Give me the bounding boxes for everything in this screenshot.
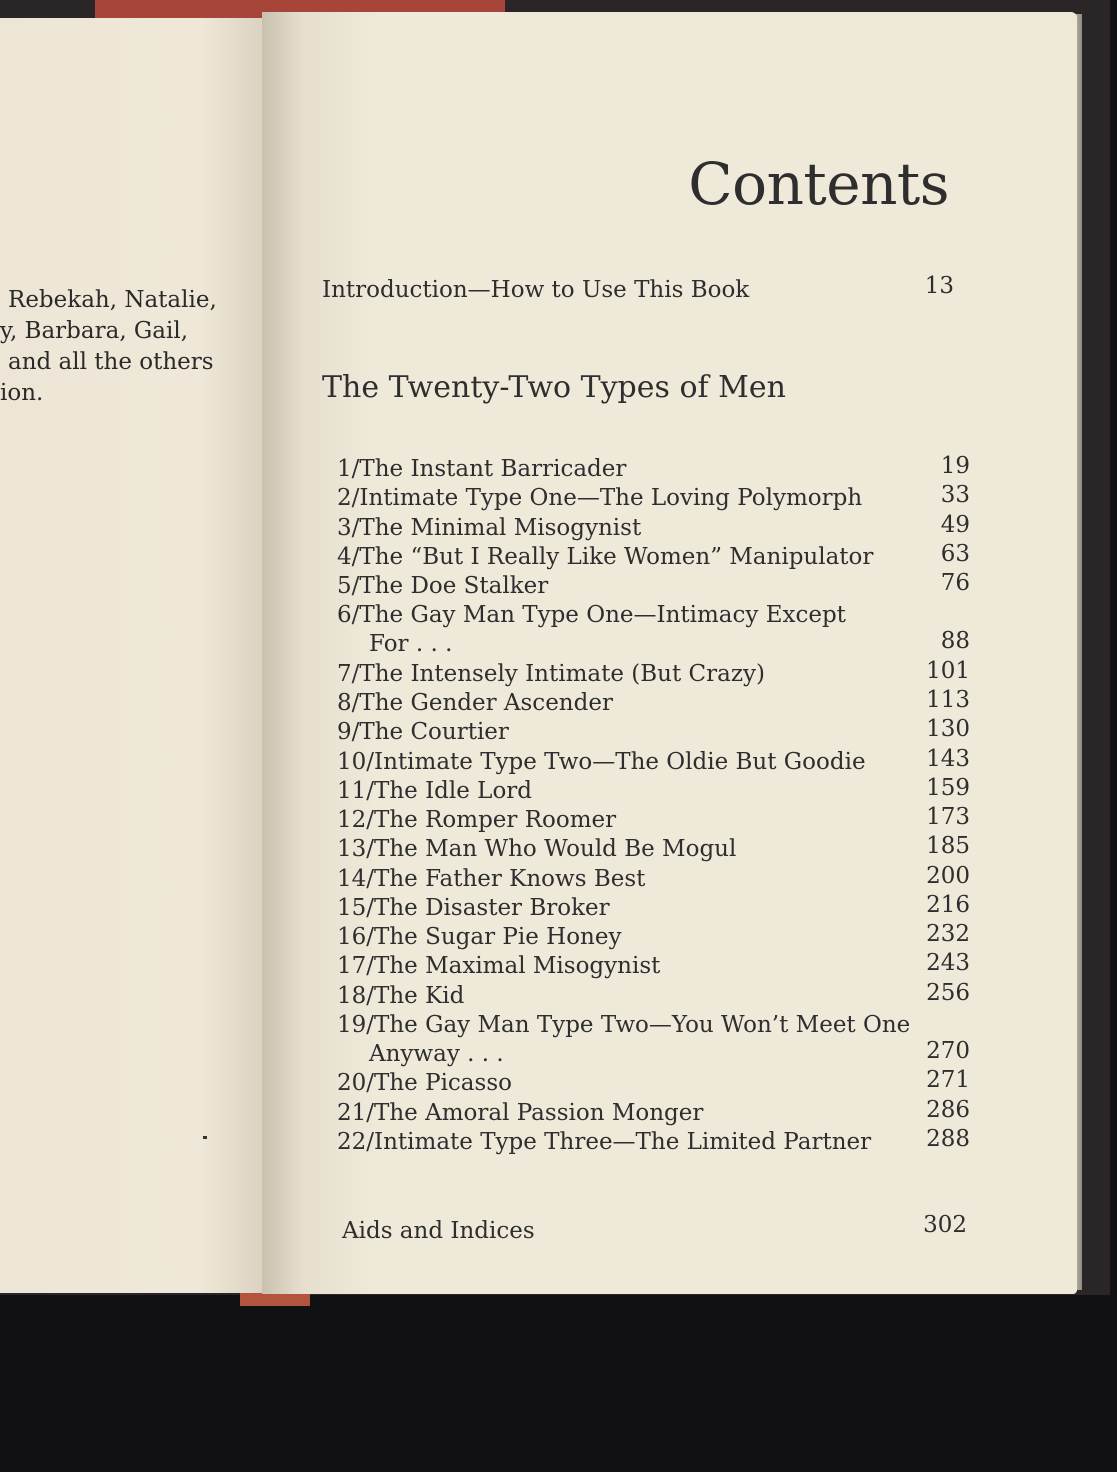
toc-entry (337, 718, 970, 747)
toc-entry-page: 256 (926, 979, 970, 1006)
toc-entry-page: 270 (926, 1037, 970, 1064)
toc-entry (337, 455, 970, 484)
toc-entry (337, 923, 970, 952)
left-line-4: ion. (0, 380, 44, 406)
toc-entry-title: 10/Intimate Type Two—The Oldie But Goodie (337, 748, 866, 775)
toc-entry-page: 159 (926, 774, 970, 801)
toc-aids-entry (342, 1212, 967, 1244)
toc-entry (337, 657, 970, 689)
toc-entry-page: 76 (940, 570, 970, 596)
toc-entry-title: 7/The Intensely Intimate (But Crazy) (337, 660, 765, 687)
toc-entry-page: 173 (926, 804, 970, 830)
toc-entry (337, 1069, 970, 1098)
toc-list (337, 455, 970, 1157)
background-surface (0, 1295, 1117, 1472)
toc-entry-title: 4/The “But I Really Like Women” Manipulator (337, 543, 874, 570)
toc-entry-page: 143 (926, 745, 970, 772)
toc-entry (337, 891, 970, 923)
page-title: Contents (688, 150, 949, 218)
toc-entry-title: 22/Intimate Type Three—The Limited Partner (337, 1128, 872, 1155)
toc-entry (337, 1011, 970, 1070)
toc-entry (337, 952, 970, 981)
ink-speck (203, 1136, 207, 1139)
toc-entry-title: 2/Intimate Type One—The Loving Polymorph (337, 485, 863, 512)
toc-entry-page: 200 (926, 862, 970, 889)
left-line-2: y, Barbara, Gail, (0, 318, 189, 344)
toc-intro-entry (322, 273, 954, 303)
toc-entry (337, 511, 970, 543)
toc-entry-page: 33 (940, 482, 970, 509)
toc-entry (337, 979, 970, 1011)
toc-entry (337, 601, 970, 660)
toc-entry (337, 689, 970, 718)
toc-entry-title: 3/The Minimal Misogynist (337, 514, 642, 541)
toc-entry-page: 232 (926, 921, 970, 947)
toc-intro-page: 13 (924, 273, 954, 299)
toc-entry (337, 1125, 970, 1157)
toc-entry-title: 20/The Picasso (337, 1070, 512, 1097)
left-line-3: and all the others (8, 349, 214, 375)
toc-aids-page: 302 (923, 1212, 967, 1238)
section-heading: The Twenty-Two Types of Men (322, 370, 786, 405)
toc-entry-page: 286 (926, 1096, 970, 1123)
toc-entry-page: 185 (926, 833, 970, 860)
toc-entry-title: 15/The Disaster Broker (337, 894, 610, 921)
toc-entry-title-continuation: Anyway . . . (369, 1040, 504, 1067)
toc-entry (337, 862, 970, 894)
toc-entry-title-continuation: For . . . (369, 631, 453, 658)
toc-entry-title: 1/The Instant Barricader (337, 456, 627, 482)
toc-entry (337, 774, 970, 806)
toc-entry (337, 745, 970, 777)
toc-entry-page: 216 (926, 891, 970, 918)
toc-entry-title: 19/The Gay Man Type Two—You Won’t Meet One (337, 1011, 911, 1038)
toc-entry-page: 63 (940, 540, 970, 567)
toc-entry (337, 1096, 970, 1128)
toc-intro-title: Introduction—How to Use This Book (322, 277, 750, 303)
toc-entry-title: 12/The Romper Roomer (337, 807, 617, 833)
toc-entry-page: 88 (940, 628, 970, 655)
toc-entry-page: 288 (926, 1125, 970, 1152)
left-page (0, 18, 285, 1293)
toc-entry-title: 13/The Man Who Would Be Mogul (337, 836, 737, 863)
toc-entry-page: 130 (926, 716, 970, 743)
toc-entry-title: 14/The Father Knows Best (337, 865, 646, 892)
toc-entry-page: 19 (940, 453, 970, 479)
toc-entry-title: 6/The Gay Man Type One—Intimacy Except (337, 602, 846, 629)
toc-entry-title: 9/The Courtier (337, 719, 509, 746)
toc-entry-page: 271 (926, 1067, 970, 1094)
toc-entry-title: 21/The Amoral Passion Monger (337, 1099, 704, 1126)
toc-entry-title: 16/The Sugar Pie Honey (337, 924, 622, 950)
toc-entry-page: 113 (926, 687, 970, 713)
toc-entry (337, 806, 970, 835)
toc-entry-title: 5/The Doe Stalker (337, 573, 549, 599)
toc-entry (337, 572, 970, 601)
toc-entry-title: 11/The Idle Lord (337, 777, 533, 804)
toc-entry-page: 49 (940, 511, 970, 538)
toc-entry (337, 835, 970, 864)
toc-entry-page: 101 (926, 657, 970, 684)
toc-entry-title: 8/The Gender Ascender (337, 690, 613, 716)
toc-entry (337, 484, 970, 513)
toc-entry (337, 540, 970, 572)
toc-entry-title: 17/The Maximal Misogynist (337, 953, 661, 980)
toc-aids-title: Aids and Indices (342, 1218, 535, 1244)
toc-entry-page: 243 (926, 950, 970, 977)
left-line-1: Rebekah, Natalie, (8, 287, 217, 313)
toc-entry-title: 18/The Kid (337, 982, 465, 1009)
